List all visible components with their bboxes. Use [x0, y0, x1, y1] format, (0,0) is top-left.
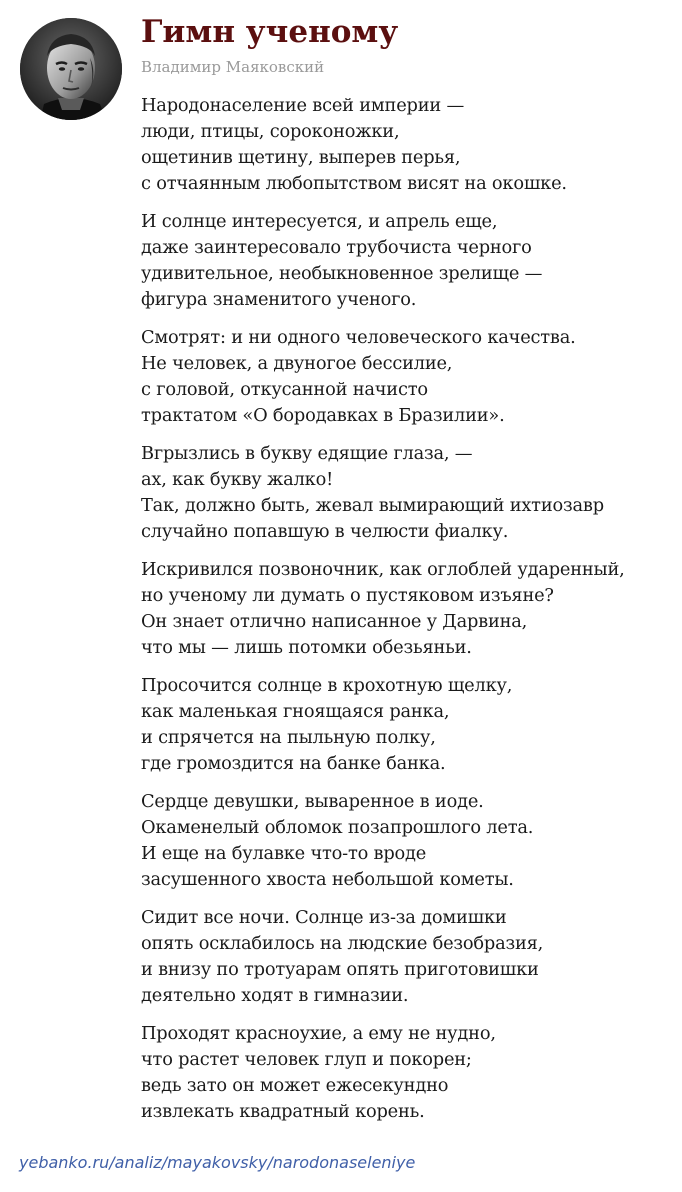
poem-line: Он знает отлично написанное у Дарвина, — [141, 611, 528, 632]
poem-line: с отчаянным любопытством висят на окошке. — [141, 173, 567, 194]
poem-line: Сердце девушки, вываренное в иоде. — [141, 791, 484, 812]
poem-line: Смотрят: и ни одного человеческого качества. — [141, 327, 576, 348]
poem-line: трактатом «О бородавках в Бразилии». — [141, 405, 505, 426]
poem-line: но ученому ли думать о пустяковом изъяне? — [141, 585, 554, 606]
poem-line: с головой, откусанной начисто — [141, 379, 428, 400]
poem-line: Народонаселение всей империи — — [141, 95, 465, 116]
source-link[interactable]: yebanko.ru/analiz/mayakovsky/narodonaseleniye — [19, 1153, 416, 1172]
poem-line: деятельно ходят в гимназии. — [141, 985, 409, 1006]
poem-line: что растет человек глуп и покорен; — [141, 1049, 472, 1070]
poem-line: Вгрызлись в букву едящие глаза, — — [141, 443, 473, 464]
poem-line: Просочится солнце в крохотную щелку, — [141, 675, 513, 696]
poem-line: ощетинив щетину, выперев перья, — [141, 147, 461, 168]
author-portrait — [20, 18, 122, 120]
poem-line: ах, как букву жалко! — [141, 469, 334, 490]
stanza — [141, 1021, 676, 1125]
stanza — [141, 789, 676, 893]
poem-line: Так, должно быть, жевал вымирающий ихтиозавр — [141, 495, 604, 516]
page-title: Гимн ученому — [141, 14, 399, 50]
poem-line: ведь зато он может ежесекундно — [141, 1075, 449, 1096]
poem-line: удивительное, необыкновенное зрелище — — [141, 263, 543, 284]
poem-line: случайно попавшую в челюсти фиалку. — [141, 521, 509, 542]
author-name: Владимир Маяковский — [141, 58, 325, 76]
poem-line: и спрячется на пыльную полку, — [141, 727, 436, 748]
stanza — [141, 557, 676, 661]
poem-line: Искривился позвоночник, как оглоблей ударенный, — [141, 559, 625, 580]
poem-line: где громоздится на банке банка. — [141, 753, 446, 774]
poem-line: как маленькая гноящаяся ранка, — [141, 701, 450, 722]
poem-line: Проходят красноухие, а ему не нудно, — [141, 1023, 496, 1044]
poem-line: И еще на булавке что-то вроде — [141, 843, 427, 864]
poem-line: фигура знаменитого ученого. — [141, 289, 417, 310]
poem-line: люди, птицы, сороконожки, — [141, 121, 400, 142]
stanza — [141, 209, 676, 313]
poem-line: засушенного хвоста небольшой кометы. — [141, 869, 514, 890]
stanza — [141, 325, 676, 429]
author-portrait-image — [20, 18, 122, 120]
poem-line: даже заинтересовало трубочиста черного — [141, 237, 532, 258]
poem-line: что мы — лишь потомки обезьяньи. — [141, 637, 472, 658]
poem-line: И солнце интересуется, и апрель еще, — [141, 211, 498, 232]
stanza — [141, 441, 676, 545]
stanza — [141, 905, 676, 1009]
stanza — [141, 673, 676, 777]
poem-body — [141, 93, 676, 1137]
poem-line: опять осклабилось на людские безобразия, — [141, 933, 544, 954]
poem-line: Сидит все ночи. Солнце из-за домишки — [141, 907, 507, 928]
poem-line: Окаменелый обломок позапрошлого лета. — [141, 817, 534, 838]
poem-line: извлекать квадратный корень. — [141, 1101, 425, 1122]
stanza — [141, 93, 676, 197]
poem-line: Не человек, а двуногое бессилие, — [141, 353, 453, 374]
poem-line: и внизу по тротуарам опять приготовишки — [141, 959, 539, 980]
